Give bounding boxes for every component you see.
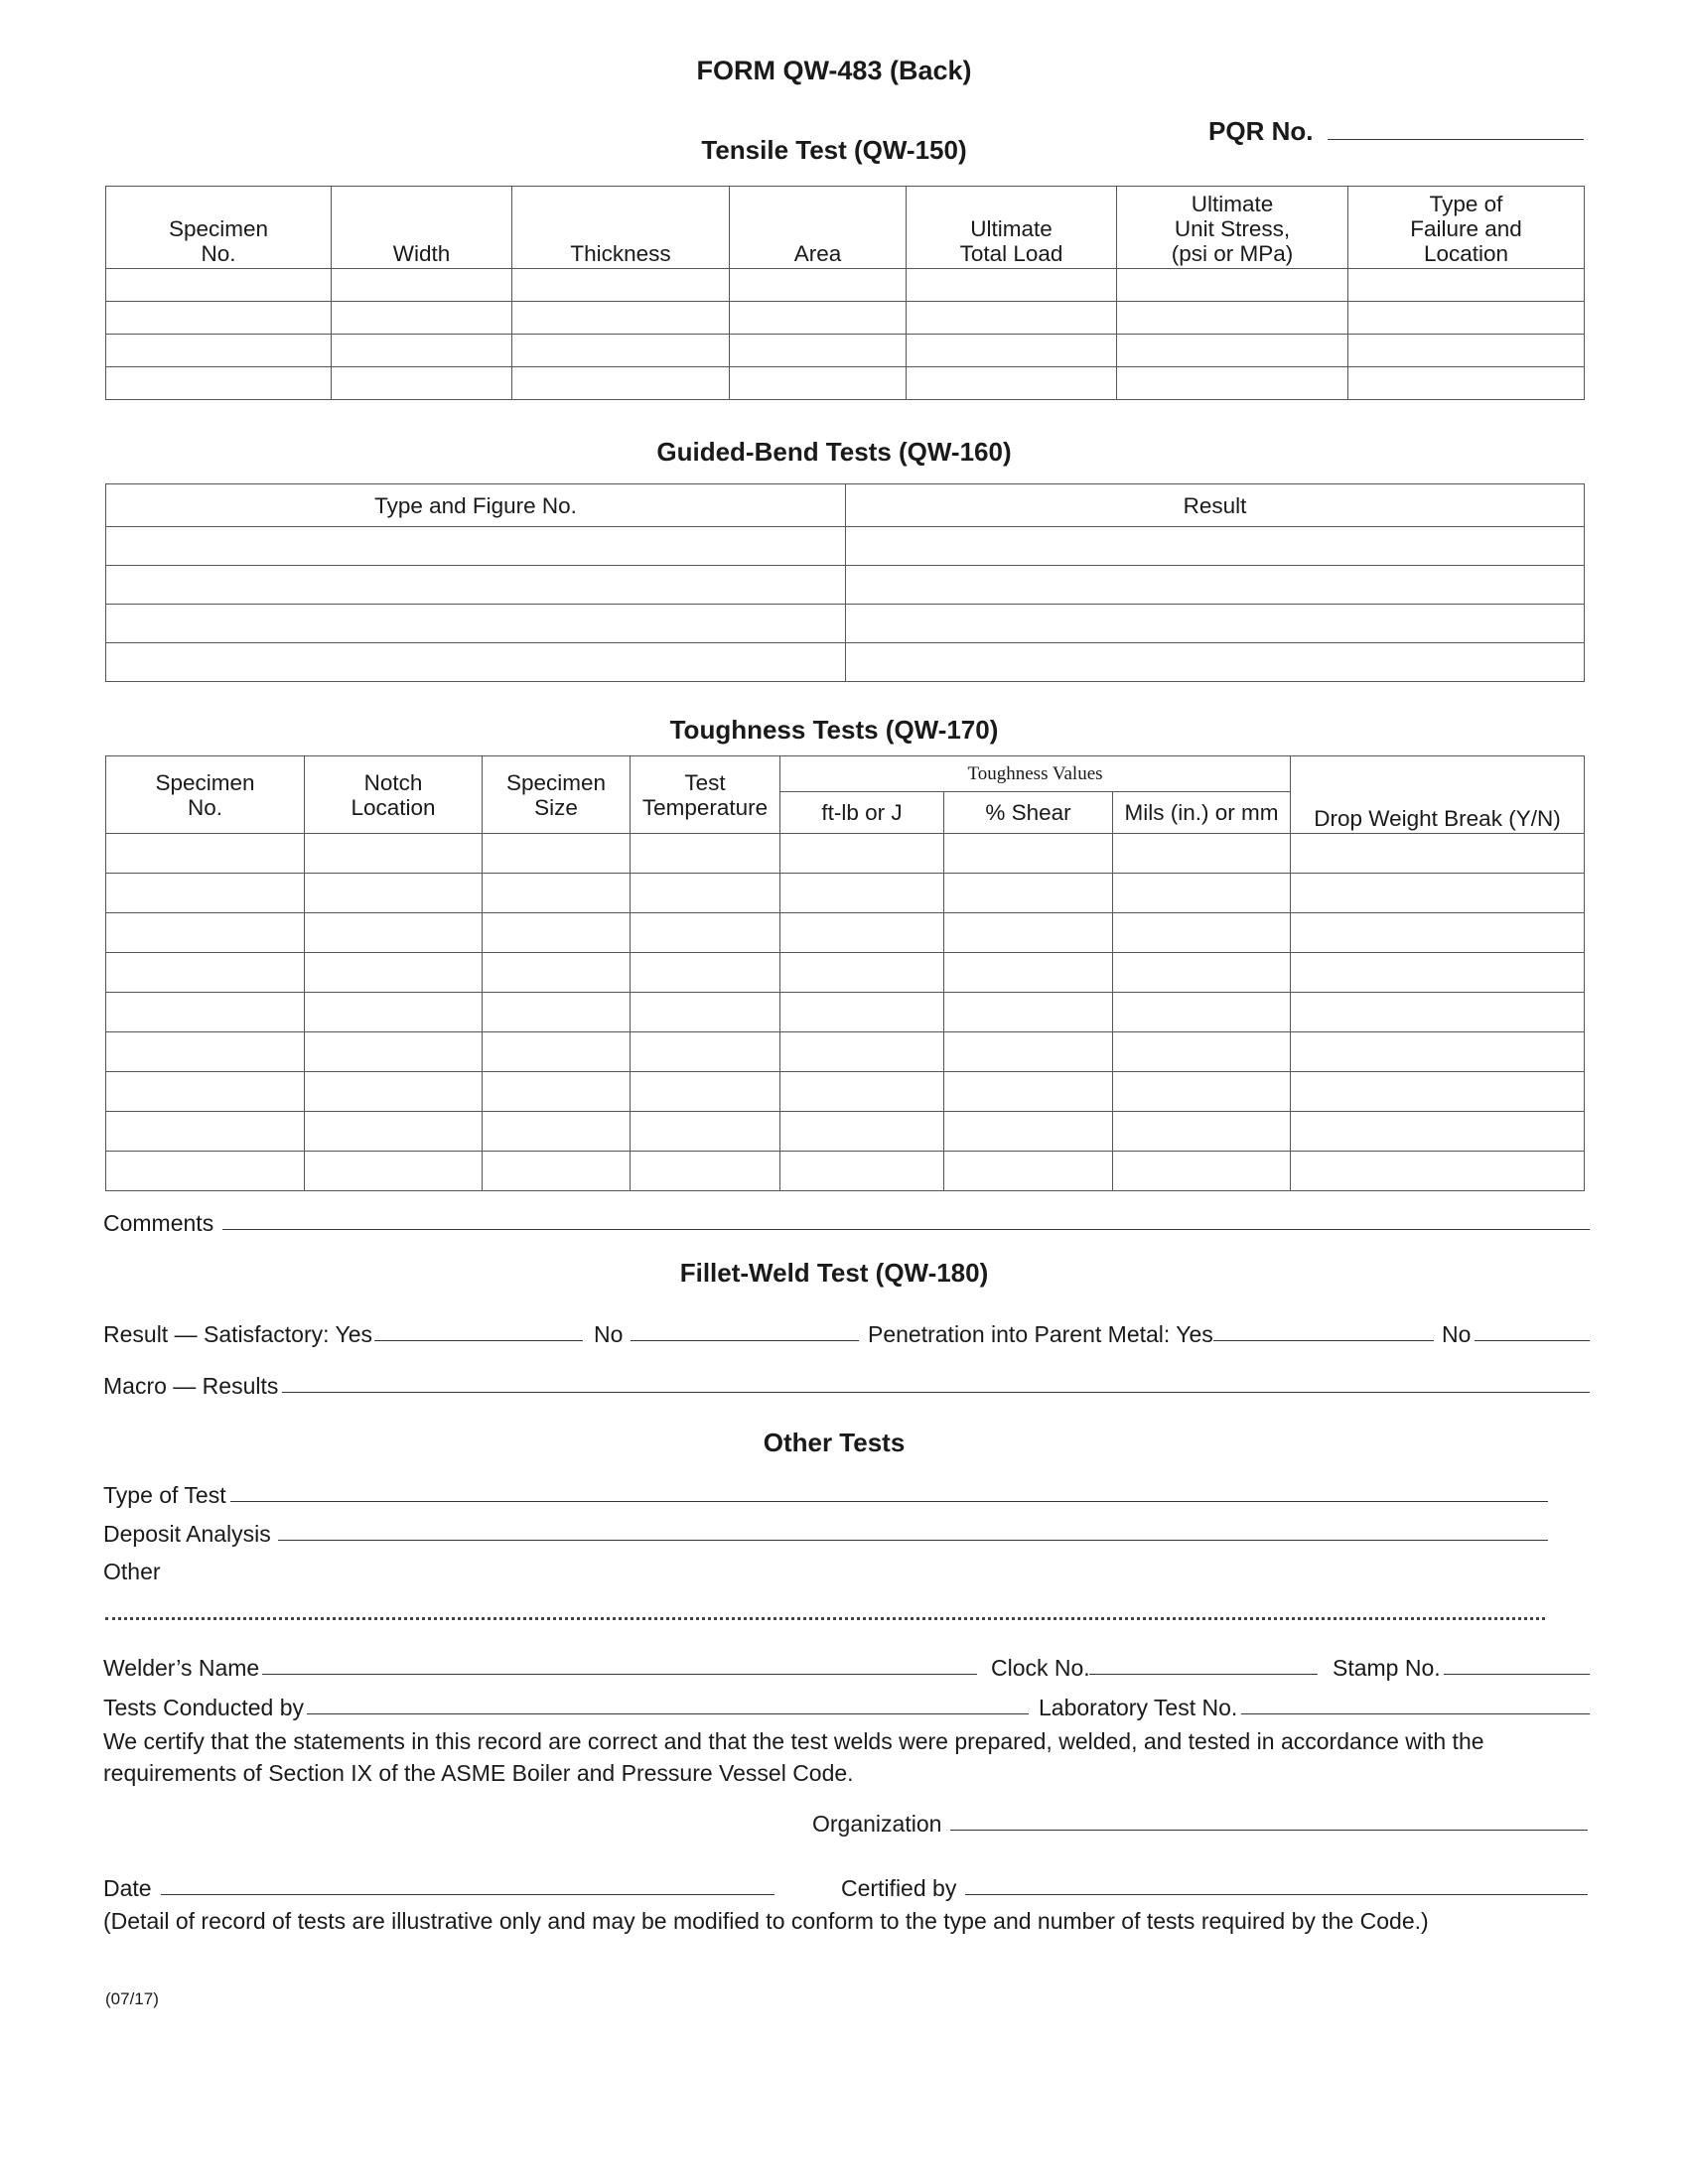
toughness-cell[interactable] (944, 1032, 1113, 1072)
toughness-cell[interactable] (483, 1072, 631, 1112)
toughness-cell[interactable] (106, 874, 305, 913)
fillet-result-label: Result — Satisfactory: Yes (103, 1321, 373, 1347)
bend-cell[interactable] (106, 527, 846, 566)
toughness-cell[interactable] (631, 1152, 780, 1191)
toughness-row (106, 993, 1585, 1032)
tensile-cell[interactable] (106, 335, 332, 367)
toughness-cell[interactable] (944, 874, 1113, 913)
organization-label: Organization (812, 1811, 942, 1837)
toughness-row (106, 1072, 1585, 1112)
tensile-cell[interactable] (512, 302, 730, 335)
welder-field[interactable] (262, 1674, 977, 1675)
penetration-no-field[interactable] (1475, 1340, 1590, 1341)
toughness-row (106, 1152, 1585, 1191)
tensile-cell[interactable] (1117, 367, 1348, 400)
bend-heading: Guided-Bend Tests (QW-160) (656, 437, 1012, 467)
toughness-cell[interactable] (1113, 953, 1291, 993)
clock-label: Clock No. (991, 1655, 1090, 1681)
tensile-cell[interactable] (730, 367, 907, 400)
tensile-row (106, 367, 1585, 400)
tensile-cell[interactable] (1117, 335, 1348, 367)
toughness-cell[interactable] (305, 953, 483, 993)
comments-field[interactable] (222, 1229, 1590, 1230)
tensile-cell[interactable] (512, 269, 730, 302)
certify-line-2: requirements of Section IX of the ASME Boiler and Pressure Vessel Code. (103, 1760, 854, 1786)
toughness-cell[interactable] (780, 993, 944, 1032)
certified-by-field[interactable] (965, 1894, 1588, 1895)
date-field[interactable] (161, 1894, 774, 1895)
toughness-cell[interactable] (305, 1112, 483, 1152)
penetration-no-label: No (1442, 1321, 1472, 1347)
toughness-cell[interactable] (944, 913, 1113, 953)
toughness-cell[interactable] (780, 1152, 944, 1191)
toughness-cell[interactable] (305, 874, 483, 913)
tensile-row (106, 335, 1585, 367)
tensile-col-width: Width (332, 187, 512, 269)
tensile-cell[interactable] (106, 302, 332, 335)
toughness-row (106, 953, 1585, 993)
tensile-cell[interactable] (332, 302, 512, 335)
type-of-test-label: Type of Test (103, 1482, 226, 1508)
toughness-cell[interactable] (1113, 913, 1291, 953)
tensile-cell[interactable] (332, 269, 512, 302)
toughness-cell[interactable] (780, 834, 944, 874)
other-label: Other (103, 1559, 161, 1584)
tensile-cell[interactable] (1117, 302, 1348, 335)
toughness-cell[interactable] (106, 1072, 305, 1112)
tensile-cell[interactable] (730, 269, 907, 302)
deposit-field[interactable] (278, 1540, 1548, 1541)
organization-field[interactable] (950, 1830, 1588, 1831)
toughness-cell[interactable] (1113, 993, 1291, 1032)
certified-by-label: Certified by (841, 1875, 957, 1901)
toughness-cell[interactable] (1291, 953, 1585, 993)
bend-cell[interactable] (846, 527, 1585, 566)
bend-row (106, 566, 1585, 605)
toughness-cell[interactable] (483, 1032, 631, 1072)
toughness-cell[interactable] (944, 993, 1113, 1032)
toughness-cell[interactable] (106, 834, 305, 874)
toughness-cell[interactable] (631, 1072, 780, 1112)
toughness-cell[interactable] (1291, 834, 1585, 874)
toughness-cell[interactable] (631, 1112, 780, 1152)
toughness-cell[interactable] (483, 913, 631, 953)
toughness-heading: Toughness Tests (QW-170) (669, 715, 999, 745)
toughness-cell[interactable] (305, 834, 483, 874)
toughness-cell[interactable] (106, 1032, 305, 1072)
toughness-row (106, 913, 1585, 953)
toughness-cell[interactable] (1291, 993, 1585, 1032)
toughness-cell[interactable] (305, 993, 483, 1032)
toughness-cell[interactable] (780, 1112, 944, 1152)
toughness-cell[interactable] (944, 953, 1113, 993)
toughness-col-specimen-no: Specimen No. (106, 756, 305, 834)
toughness-cell[interactable] (106, 913, 305, 953)
tensile-header-row (106, 187, 1585, 269)
stamp-label: Stamp No. (1333, 1655, 1441, 1681)
toughness-cell[interactable] (483, 953, 631, 993)
toughness-row (106, 834, 1585, 874)
toughness-col-notch-location: Notch Location (305, 756, 483, 834)
tensile-col-specimen-no: Specimen No. (106, 187, 332, 269)
toughness-cell[interactable] (780, 1072, 944, 1112)
lab-label: Laboratory Test No. (1039, 1695, 1238, 1720)
toughness-cell[interactable] (780, 874, 944, 913)
toughness-col-test-temperature: Test Temperature (631, 756, 780, 834)
toughness-cell[interactable] (305, 1072, 483, 1112)
toughness-col-shear: % Shear (944, 792, 1113, 834)
bend-cell[interactable] (106, 643, 846, 682)
tensile-col-area: Area (730, 187, 907, 269)
tensile-cell[interactable] (730, 302, 907, 335)
toughness-cell[interactable] (1291, 1072, 1585, 1112)
revision-code: (07/17) (105, 1989, 159, 2008)
penetration-yes-field[interactable] (1213, 1340, 1434, 1341)
comments-label: Comments (103, 1210, 214, 1236)
fillet-yes-field[interactable] (374, 1340, 583, 1341)
toughness-cell[interactable] (1113, 1152, 1291, 1191)
type-of-test-field[interactable] (230, 1501, 1548, 1502)
stamp-field[interactable] (1444, 1674, 1590, 1675)
tensile-col-failure-location: Type of Failure and Location (1348, 187, 1585, 269)
toughness-row (106, 1112, 1585, 1152)
tensile-cell[interactable] (1348, 302, 1585, 335)
lab-field[interactable] (1241, 1713, 1590, 1714)
toughness-cell[interactable] (305, 913, 483, 953)
toughness-cell[interactable] (1113, 874, 1291, 913)
toughness-cell[interactable] (1113, 1112, 1291, 1152)
toughness-cell[interactable] (483, 1112, 631, 1152)
tensile-cell[interactable] (106, 269, 332, 302)
toughness-col-mils: Mils (in.) or mm (1113, 792, 1291, 834)
bend-header-row (106, 484, 1585, 527)
toughness-cell[interactable] (106, 993, 305, 1032)
tensile-cell[interactable] (332, 367, 512, 400)
bend-cell[interactable] (846, 566, 1585, 605)
toughness-cell[interactable] (780, 1032, 944, 1072)
fillet-no-label: No (594, 1321, 624, 1347)
fillet-heading: Fillet-Weld Test (QW-180) (679, 1258, 989, 1288)
tensile-cell[interactable] (1117, 269, 1348, 302)
toughness-cell[interactable] (944, 1112, 1113, 1152)
toughness-cell[interactable] (780, 913, 944, 953)
tensile-cell[interactable] (907, 335, 1117, 367)
tests-by-field[interactable] (307, 1713, 1029, 1714)
toughness-col-ft-lb: ft-lb or J (780, 792, 944, 834)
bend-cell[interactable] (106, 566, 846, 605)
tensile-cell[interactable] (907, 302, 1117, 335)
welder-label: Welder’s Name (103, 1655, 260, 1681)
macro-label: Macro — Results (103, 1373, 279, 1399)
tests-by-label: Tests Conducted by (103, 1695, 305, 1720)
toughness-cell[interactable] (631, 1032, 780, 1072)
tensile-cell[interactable] (1348, 269, 1585, 302)
toughness-cell[interactable] (631, 874, 780, 913)
bend-row (106, 643, 1585, 682)
toughness-cell[interactable] (1291, 1032, 1585, 1072)
date-label: Date (103, 1875, 152, 1901)
tensile-col-thickness: Thickness (512, 187, 730, 269)
tensile-cell[interactable] (907, 269, 1117, 302)
toughness-cell[interactable] (631, 913, 780, 953)
toughness-cell[interactable] (1291, 1152, 1585, 1191)
tensile-heading: Tensile Test (QW-150) (701, 135, 967, 165)
bend-col-type-figure: Type and Figure No. (106, 484, 846, 527)
macro-field[interactable] (282, 1392, 1590, 1393)
tensile-cell[interactable] (730, 335, 907, 367)
illustrative-note: (Detail of record of tests are illustrative only and may be modified to conform to the type and number of tests required by the Code.) (103, 1908, 1429, 1934)
toughness-col-specimen-size: Specimen Size (483, 756, 631, 834)
toughness-cell[interactable] (106, 953, 305, 993)
bend-cell[interactable] (846, 605, 1585, 643)
tensile-row (106, 302, 1585, 335)
tensile-cell[interactable] (512, 335, 730, 367)
toughness-cell[interactable] (483, 874, 631, 913)
tensile-row (106, 269, 1585, 302)
toughness-cell[interactable] (631, 834, 780, 874)
toughness-cell[interactable] (631, 993, 780, 1032)
bend-table (105, 483, 1585, 682)
toughness-cell[interactable] (944, 1072, 1113, 1112)
tensile-cell[interactable] (1348, 335, 1585, 367)
bend-row (106, 605, 1585, 643)
toughness-cell[interactable] (106, 1112, 305, 1152)
deposit-label: Deposit Analysis (103, 1521, 271, 1547)
toughness-cell[interactable] (305, 1032, 483, 1072)
toughness-cell[interactable] (1291, 913, 1585, 953)
toughness-table (105, 755, 1585, 1191)
toughness-values-group: Toughness Values (780, 756, 1291, 792)
certify-line-1: We certify that the statements in this record are correct and that the test welds were prepared, welded, and tested in accordance with the (103, 1728, 1484, 1754)
bend-cell[interactable] (846, 643, 1585, 682)
tensile-cell[interactable] (512, 367, 730, 400)
tensile-col-ultimate-total-load: Ultimate Total Load (907, 187, 1117, 269)
tensile-cell[interactable] (907, 367, 1117, 400)
tensile-cell[interactable] (1348, 367, 1585, 400)
toughness-cell[interactable] (1113, 1072, 1291, 1112)
toughness-row (106, 1032, 1585, 1072)
tensile-cell[interactable] (106, 367, 332, 400)
toughness-header-row (106, 756, 1585, 792)
toughness-cell[interactable] (631, 953, 780, 993)
other-heading: Other Tests (763, 1428, 906, 1457)
other-field[interactable] (105, 1617, 1545, 1620)
bend-row (106, 527, 1585, 566)
form-title: FORM QW-483 (Back) (696, 56, 972, 85)
toughness-cell[interactable] (1291, 874, 1585, 913)
toughness-row (106, 874, 1585, 913)
toughness-cell[interactable] (483, 834, 631, 874)
fillet-no-field[interactable] (631, 1340, 859, 1341)
bend-col-result: Result (846, 484, 1585, 527)
clock-field[interactable] (1089, 1674, 1318, 1675)
toughness-cell[interactable] (1113, 834, 1291, 874)
toughness-cell[interactable] (1291, 1112, 1585, 1152)
toughness-cell[interactable] (483, 993, 631, 1032)
bend-cell[interactable] (106, 605, 846, 643)
toughness-cell[interactable] (780, 953, 944, 993)
toughness-cell[interactable] (106, 1152, 305, 1191)
toughness-cell[interactable] (944, 834, 1113, 874)
penetration-label: Penetration into Parent Metal: Yes (868, 1321, 1213, 1347)
toughness-cell[interactable] (944, 1152, 1113, 1191)
toughness-cell[interactable] (483, 1152, 631, 1191)
tensile-table (105, 186, 1585, 400)
toughness-cell[interactable] (1113, 1032, 1291, 1072)
toughness-col-drop-weight: Drop Weight Break (Y/N) (1291, 756, 1585, 834)
tensile-col-ultimate-unit-stress: Ultimate Unit Stress, (psi or MPa) (1117, 187, 1348, 269)
pqr-label: PQR No. (1208, 116, 1314, 146)
tensile-cell[interactable] (332, 335, 512, 367)
toughness-cell[interactable] (305, 1152, 483, 1191)
